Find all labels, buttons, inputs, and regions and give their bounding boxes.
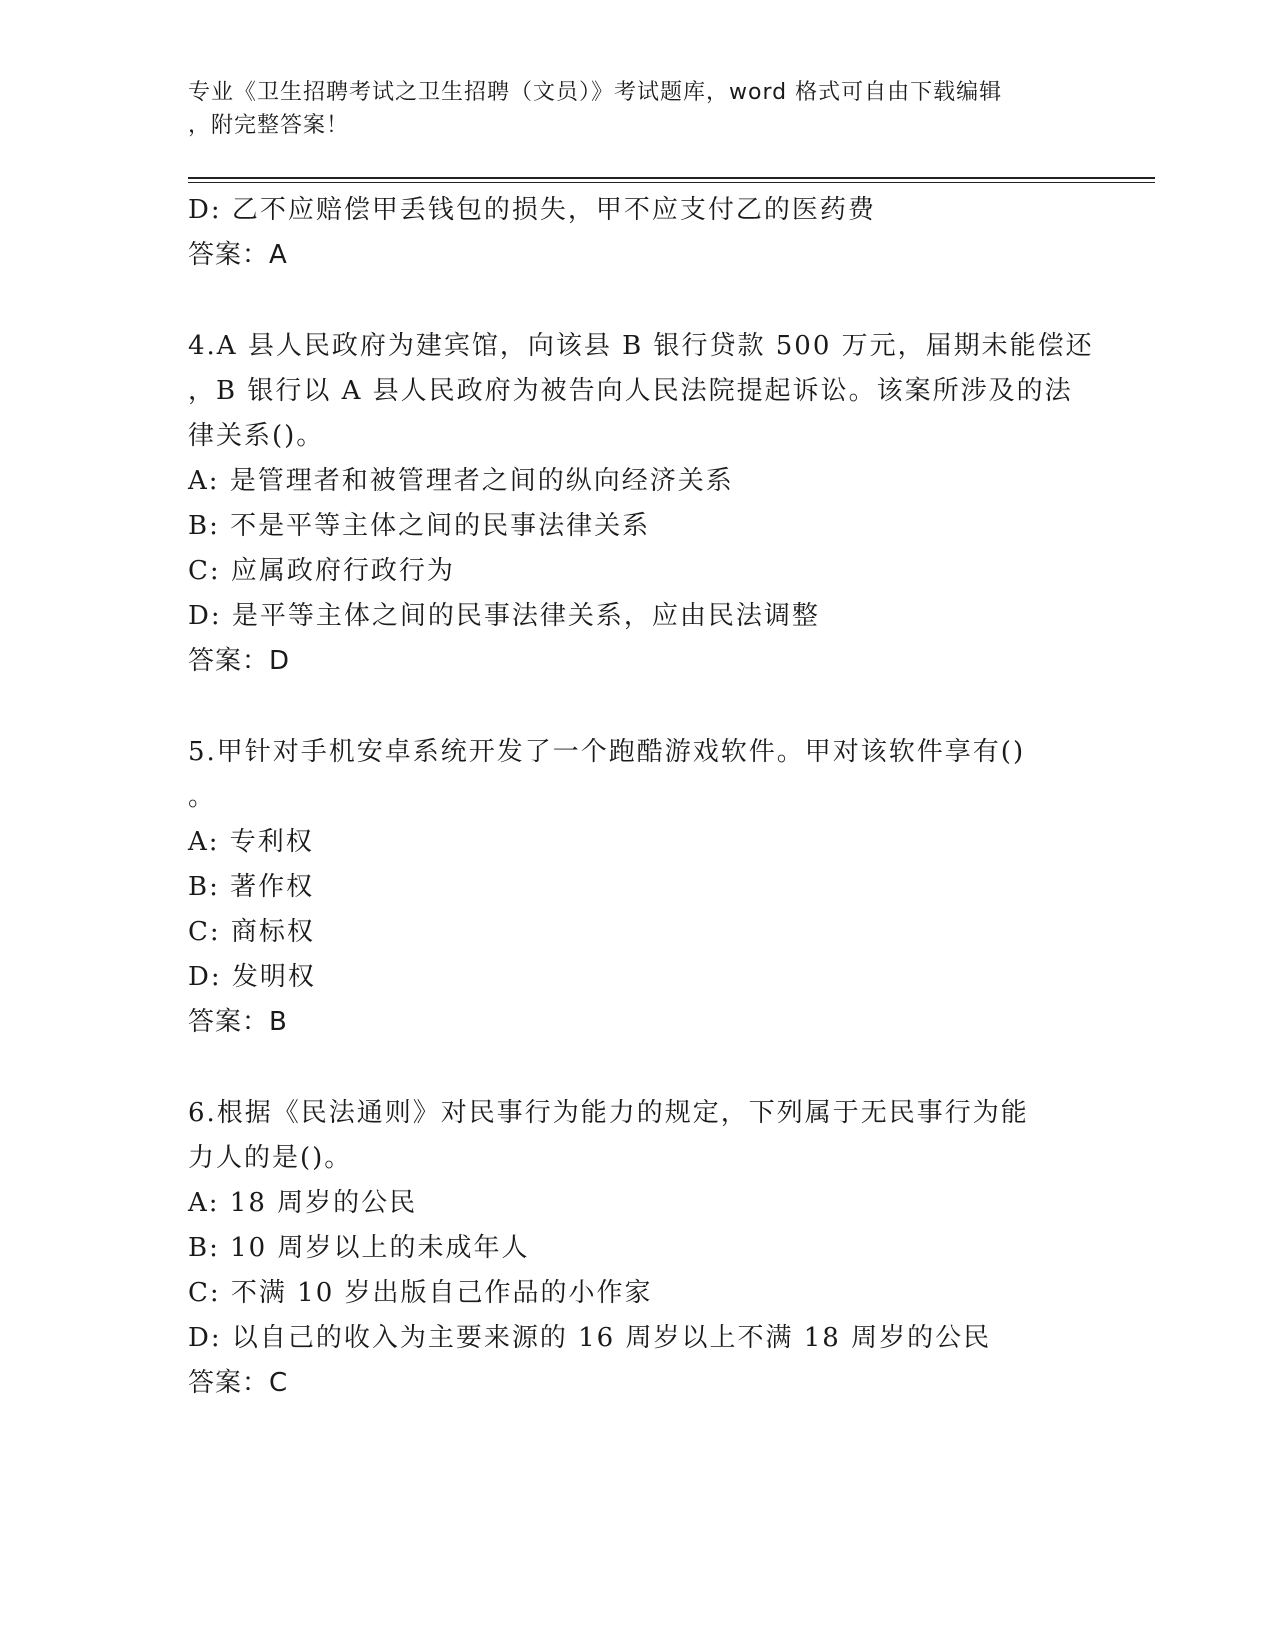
question-stem: 5.甲针对手机安卓系统开发了一个跑酷游戏软件。甲对该软件享有() (188, 737, 1026, 767)
answer-line: 答案：A (188, 240, 288, 270)
option-b: B: 不是平等主体之间的民事法律关系 (188, 511, 651, 541)
option-d: D: 以自己的收入为主要来源的 16 周岁以上不满 18 周岁的公民 (188, 1323, 992, 1353)
previous-question-tail (188, 188, 1088, 278)
header-line-2: ，附完整答案！ (188, 113, 350, 138)
answer-line: 答案：C (188, 1368, 289, 1398)
question-4 (188, 324, 1094, 684)
option-a: A: 18 周岁的公民 (188, 1188, 418, 1218)
option-c: C: 商标权 (188, 917, 315, 947)
option-d: D: 是平等主体之间的民事法律关系，应由民法调整 (188, 601, 820, 631)
header-line-1: 专业《卫生招聘考试之卫生招聘（文员）》考试题库，word 格式可自由下载编辑 (188, 80, 1003, 105)
option-d: D: 乙不应赔偿甲丢钱包的损失，甲不应支付乙的医药费 (188, 195, 876, 225)
option-b: B: 著作权 (188, 872, 315, 902)
page-header (188, 76, 1088, 142)
option-a: A: 专利权 (188, 827, 314, 857)
option-c: C: 不满 10 岁出版自己作品的小作家 (188, 1278, 653, 1308)
option-b: B: 10 周岁以上的未成年人 (188, 1233, 530, 1263)
header-divider-thick (188, 177, 1155, 179)
option-c: C: 应属政府行政行为 (188, 556, 455, 586)
document-body (188, 188, 1094, 1406)
question-stem: 4.A 县人民政府为建宾馆，向该县 B 银行贷款 500 万元，届期未能偿还 (188, 331, 1094, 361)
question-stem: ，B 银行以 A 县人民政府为被告向人民法院提起诉讼。该案所涉及的法 (188, 376, 1073, 406)
option-a: A: 是管理者和被管理者之间的纵向经济关系 (188, 466, 734, 496)
question-5 (188, 730, 1088, 1045)
answer-line: 答案：D (188, 646, 291, 676)
question-stem: 力人的是()。 (188, 1143, 353, 1173)
option-d: D: 发明权 (188, 962, 316, 992)
header-divider-thin (188, 182, 1155, 183)
question-6 (188, 1091, 1088, 1406)
question-stem: 。 (188, 782, 217, 812)
answer-line: 答案：B (188, 1007, 288, 1037)
question-stem: 律关系()。 (188, 421, 325, 451)
question-stem: 6.根据《民法通则》对民事行为能力的规定，下列属于无民事行为能 (188, 1098, 1029, 1128)
